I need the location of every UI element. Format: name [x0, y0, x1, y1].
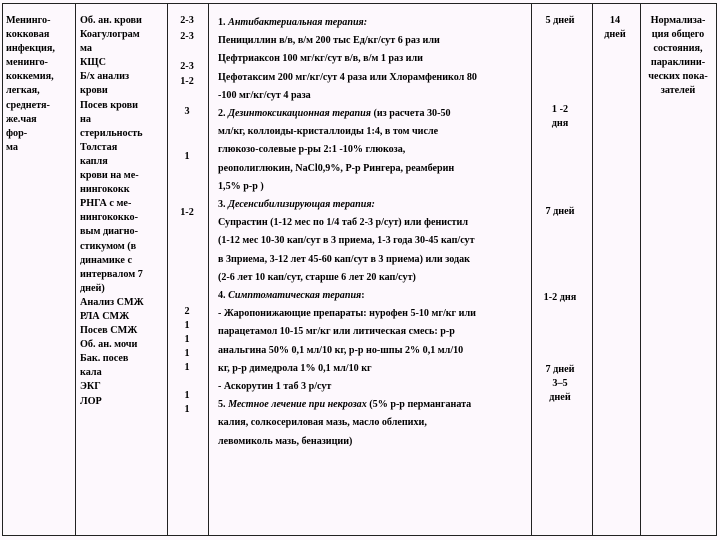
treatment-text: 1. [218, 17, 229, 28]
treatment-line [218, 14, 528, 32]
examination-line: крови [80, 85, 108, 97]
diagnosis-line: менинго- [6, 57, 48, 69]
treatment-line [218, 232, 528, 250]
treatment-text: Пенициллин в/в, в/м 200 тыс Ед/кг/сут 6 раз или [218, 35, 440, 47]
diagnosis-cell [6, 14, 74, 155]
examination-line: Бак. посев [80, 353, 129, 365]
treatment-text: - Аскорутин 1 таб 3 р/сут [218, 381, 332, 393]
treatment-text: - Жаропонижающие препараты: нурофен 5-10 мг/кг или [218, 308, 476, 320]
treatment-text: (из расчета 30-50 [370, 108, 451, 120]
outcome-line: параклини- [650, 57, 706, 69]
examination-line: Об. ан. мочи [80, 339, 138, 351]
term-line: 14 [609, 15, 621, 26]
examination-line: кала [80, 367, 102, 379]
term-line: дней [604, 29, 626, 41]
diagnosis-line: же.чая [6, 113, 37, 125]
examination-line: РНГА с ме- [80, 198, 132, 210]
treatment-line [218, 287, 528, 305]
examination-line: Об. ан. крови [80, 15, 142, 26]
treatment-text: кг, р-р димедрола 1% 0,1 мл/10 кг [218, 362, 372, 374]
outcome-line: Нормализа- [650, 15, 706, 26]
duration-line: 1-2 дня [543, 292, 577, 303]
diagnosis-line: ма [6, 141, 18, 153]
treatment-text: глюкозо-солевые р-ры 2:1 -10% глюкоза, [218, 144, 406, 156]
examination-line: ЭКГ [80, 381, 101, 393]
diagnosis-line: среднетя- [6, 99, 50, 111]
examination-line: Коагулограм [80, 29, 140, 41]
treatment-line [218, 269, 528, 287]
examination-line: Посев СМЖ [80, 325, 138, 337]
treatment-line [218, 396, 528, 414]
treatment-text: (2-6 лет 10 кап/сут, старше 6 лет 20 кап/сут) [218, 271, 416, 283]
count-value: 1 [184, 320, 190, 331]
examination-line: Толстая [80, 141, 118, 153]
count-value: 1 [184, 390, 190, 401]
examination-line: крови на ме- [80, 170, 139, 182]
examination-line: РЛА СМЖ [80, 310, 130, 322]
duration-line: 3–5 [552, 378, 568, 390]
treatment-line [218, 69, 528, 87]
treatment-text: реополиглюкин, NaCl0,9%, Р-р Рингера, реамберин [218, 162, 455, 174]
duration-line: 1 -2 [551, 104, 569, 115]
treatment-line [218, 160, 528, 178]
examination-line: динамике с [80, 254, 133, 266]
examination-line: ЛОР [80, 395, 102, 407]
treatment-line [218, 50, 528, 68]
examination-line: капля [80, 155, 108, 167]
treatment-text: 1,5% р-р ) [218, 180, 264, 192]
diagnosis-line: инфекция, [6, 43, 55, 55]
treatment-text: (1-12 мес 10-30 кап/сут в 3 приема, 1-3 года 30-45 кап/сут [218, 235, 475, 247]
examination-line: КЩС [80, 57, 106, 69]
count-value: 1-2 [180, 76, 194, 87]
treatment-text: -100 мг/кг/сут 4 раза [218, 89, 311, 101]
examination-line: вым диагно- [80, 226, 139, 238]
diagnosis-line: легкая, [6, 85, 40, 97]
duration-line: 7 дней [545, 364, 575, 375]
treatment-line [218, 105, 528, 123]
treatment-line [218, 305, 528, 323]
diagnosis-line: коккемия, [6, 71, 54, 83]
treatment-line [218, 141, 528, 159]
treatment-heading: Десенсибилизирующая терапия: [228, 199, 375, 211]
duration-line: 7 дней [545, 206, 575, 217]
treatment-line [218, 342, 528, 360]
treatment-text: парацетамол 10-15 мг/кг или литическая смесь: р-р [218, 326, 455, 338]
treatment-line [218, 378, 528, 396]
treatment-line [218, 414, 528, 432]
examination-cell [80, 14, 168, 409]
examination-line: интервалом 7 [80, 268, 143, 280]
diagnosis-line: кокковая [6, 29, 50, 41]
examination-line: дней) [80, 282, 105, 294]
diagnosis-line: Менинго- [6, 15, 51, 26]
treatment-line [218, 123, 528, 141]
treatment-text: анальгина 50% 0,1 мл/10 кг, р-р но-шпы 2% 0,1 мл/10 [218, 344, 464, 356]
examination-line: нингококк [80, 184, 130, 196]
outcome-line: состояния, [653, 43, 703, 55]
examination-line: Б/х анализ [80, 71, 130, 83]
treatment-text: левомиколь мазь, беназиции) [218, 435, 353, 447]
examination-line: Анализ СМЖ [80, 296, 144, 308]
count-value: 2-3 [180, 15, 194, 26]
column-term [593, 4, 641, 535]
count-value: 1 [184, 362, 190, 373]
treatment-line [218, 360, 528, 378]
duration-entry [531, 103, 589, 131]
treatment-heading: Симптоматическая терапия [228, 290, 362, 302]
examination-line: на [80, 113, 91, 125]
treatment-heading: Антибактериальная терапия: [228, 17, 368, 28]
treatment-text: мл/кг, коллоиды-кристаллоиды 1:4, в том числе [218, 126, 439, 138]
treatment-line [218, 87, 528, 105]
examination-line: стикумом (в [80, 240, 137, 252]
count-value: 3 [184, 106, 190, 117]
duration-line: дней [549, 392, 571, 404]
treatment-text: Супрастин (1-12 мес по 1/4 таб 2-3 р/сут) или фенистил [218, 217, 468, 229]
count-value: 1 [184, 334, 190, 345]
outcome-cell [642, 14, 714, 99]
duration-entry [531, 363, 589, 405]
duration-entry [531, 291, 589, 305]
duration-line: дня [551, 118, 569, 130]
treatment-line [218, 323, 528, 341]
duration-entry [531, 205, 589, 219]
treatment-text: (5% р-р перманганата [366, 399, 472, 411]
treatment-text: Цефотаксим 200 мг/кг/сут 4 раза или Хлорамфеникол 80 [218, 71, 477, 83]
examination-line: нингококко- [80, 212, 138, 224]
treatment-line [218, 178, 528, 196]
treatment-line [218, 32, 528, 50]
treatment-text: : [361, 290, 365, 302]
duration-line: 5 дней [545, 15, 575, 26]
treatment-text: 2. [218, 108, 229, 120]
count-value: 2 [184, 306, 190, 317]
count-value: 2-3 [180, 61, 194, 72]
treatment-line [218, 214, 528, 232]
treatment-cell [218, 14, 528, 451]
outcome-line: ция общего [651, 29, 705, 41]
examination-line: ма [80, 43, 92, 55]
treatment-line [218, 433, 528, 451]
diagnosis-line: фор- [6, 127, 28, 139]
treatment-text: 4. [218, 290, 229, 302]
count-value: 1 [184, 404, 190, 415]
examination-line: Посев крови [80, 99, 138, 111]
count-value: 1-2 [180, 207, 194, 218]
duration-entry [531, 14, 589, 28]
treatment-text: калия, солкосериловая мазь, масло облепихи, [218, 417, 427, 429]
count-value: 2-3 [180, 31, 194, 42]
count-value: 1 [184, 348, 190, 359]
treatment-heading: Местное лечение при некрозах [228, 399, 367, 411]
examination-line: стерильность [80, 127, 143, 139]
treatment-line [218, 196, 528, 214]
term-cell [594, 14, 636, 42]
treatment-text: 5. [218, 399, 229, 411]
outcome-line: зателей [660, 85, 696, 97]
treatment-text: в 3приема, 3-12 лет 45-60 кап/сут в 3 приема) или зодак [218, 253, 470, 265]
treatment-text: Цефтриаксон 100 мг/кг/сут в/в, в/м 1 раз или [218, 53, 423, 65]
column-duration [532, 4, 593, 535]
treatment-text: 3. [218, 199, 229, 211]
treatment-heading: Дезинтоксикационная терапия [228, 108, 371, 120]
outcome-line: ческих пока- [648, 71, 708, 83]
count-value: 1 [184, 151, 190, 162]
treatment-line [218, 251, 528, 269]
